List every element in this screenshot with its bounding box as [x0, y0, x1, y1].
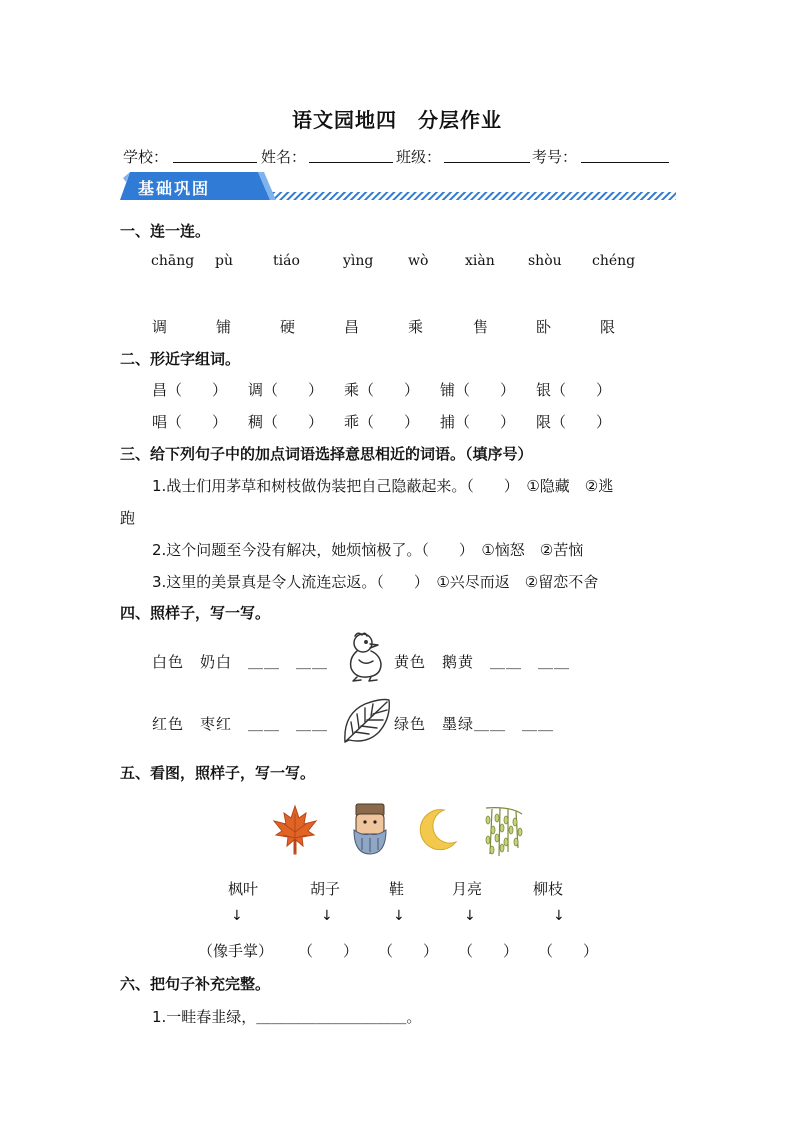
group-word-item: 昌（ ） [152, 381, 228, 399]
s5-word: 胡子 [310, 880, 341, 898]
s5-answer-blank[interactable]: （ ） [538, 942, 599, 960]
group-word-item: 调（ ） [248, 381, 324, 399]
pinyin-item: tiáo [273, 253, 300, 269]
bearded-man-icon [350, 802, 390, 856]
class-label: 班级： [396, 148, 442, 166]
char-item: 售 [473, 318, 489, 336]
s5-word: 柳枝 [533, 880, 564, 898]
group-word-item: 稠（ ） [248, 413, 324, 431]
char-item: 限 [600, 318, 616, 336]
leaf-icon [341, 696, 393, 746]
s6-question-1: 1.一畦春韭绿，＿＿＿＿＿＿＿＿＿＿。 [152, 1008, 422, 1026]
s3-question-3: 3.这里的美景真是令人流连忘返。（ ） ①兴尽而返 ②留恋不舍 [152, 573, 599, 591]
pinyin-item: yìng [343, 253, 374, 269]
s5-word: 枫叶 [228, 880, 259, 898]
down-arrow-icon: ↓ [231, 908, 243, 924]
s4-heading: 四、照样子，写一写。 [120, 604, 271, 622]
char-item: 硬 [280, 318, 296, 336]
exam-no-label: 考号： [532, 148, 578, 166]
pinyin-item: chāng [151, 253, 195, 269]
page-title: 语文园地四 分层作业 [292, 108, 502, 132]
name-label: 姓名： [261, 148, 307, 166]
group-word-item: 铺（ ） [440, 381, 516, 399]
pinyin-item: wò [408, 253, 429, 269]
char-item: 铺 [216, 318, 232, 336]
down-arrow-icon: ↓ [321, 908, 333, 924]
s3-heading: 三、给下列句子中的加点词语选择意思相近的词语。（填序号） [120, 445, 533, 463]
name-blank[interactable] [309, 148, 393, 163]
group-word-item: 限（ ） [536, 413, 612, 431]
school-label: 学校： [123, 148, 169, 166]
s3-question-1-wrap: 跑 [120, 509, 136, 527]
s5-answer-blank[interactable]: （ ） [378, 942, 439, 960]
s1-heading: 一、连一连。 [120, 222, 211, 240]
group-word-item: 乖（ ） [344, 413, 420, 431]
s5-answer-blank[interactable]: （ ） [298, 942, 359, 960]
char-item: 卧 [536, 318, 552, 336]
class-blank[interactable] [444, 148, 530, 163]
school-blank[interactable] [173, 148, 257, 163]
char-item: 调 [152, 318, 168, 336]
s4-row-1-left: 白色 奶白 ＿＿ ＿＿ [152, 653, 329, 671]
pinyin-item: chéng [592, 253, 636, 269]
group-word-item: 乘（ ） [344, 381, 420, 399]
pinyin-item: pù [215, 253, 233, 269]
pinyin-item: shòu [528, 253, 562, 269]
s4-row-2-left: 红色 枣红 ＿＿ ＿＿ [152, 715, 329, 733]
willow-branch-icon [480, 804, 526, 858]
s5-word: 月亮 [452, 880, 483, 898]
maple-leaf-icon [272, 804, 318, 856]
s3-question-1: 1.战士们用茅草和树枝做伪装把自己隐蔽起来。（ ） ①隐藏 ②逃 [152, 477, 614, 495]
group-word-item: 捕（ ） [440, 413, 516, 431]
s5-heading: 五、看图，照样子，写一写。 [120, 764, 316, 782]
s5-word: 鞋 [389, 880, 405, 898]
crescent-moon-icon [414, 806, 460, 852]
char-item: 昌 [344, 318, 360, 336]
duckling-icon [343, 630, 389, 682]
s4-row-2-right: 绿色 墨绿＿＿ ＿＿ [394, 715, 555, 733]
s5-answer-blank[interactable]: （ ） [458, 942, 519, 960]
s5-answer: （像手掌） [198, 942, 274, 960]
banner-label: 基础巩固 [138, 179, 211, 198]
s3-question-2: 2.这个问题至今没有解决，她烦恼极了。（ ） ①恼怒 ②苦恼 [152, 541, 584, 559]
pinyin-item: xiàn [465, 253, 495, 269]
s2-heading: 二、形近字组词。 [120, 350, 241, 368]
down-arrow-icon: ↓ [393, 908, 405, 924]
down-arrow-icon: ↓ [553, 908, 565, 924]
char-item: 乘 [408, 318, 424, 336]
exam-no-blank[interactable] [581, 148, 669, 163]
group-word-item: 唱（ ） [152, 413, 228, 431]
group-word-item: 银（ ） [536, 381, 612, 399]
down-arrow-icon: ↓ [464, 908, 476, 924]
s6-heading: 六、把句子补充完整。 [120, 975, 271, 993]
s4-row-1-right: 黄色 鹅黄 ＿＿ ＿＿ [394, 653, 571, 671]
